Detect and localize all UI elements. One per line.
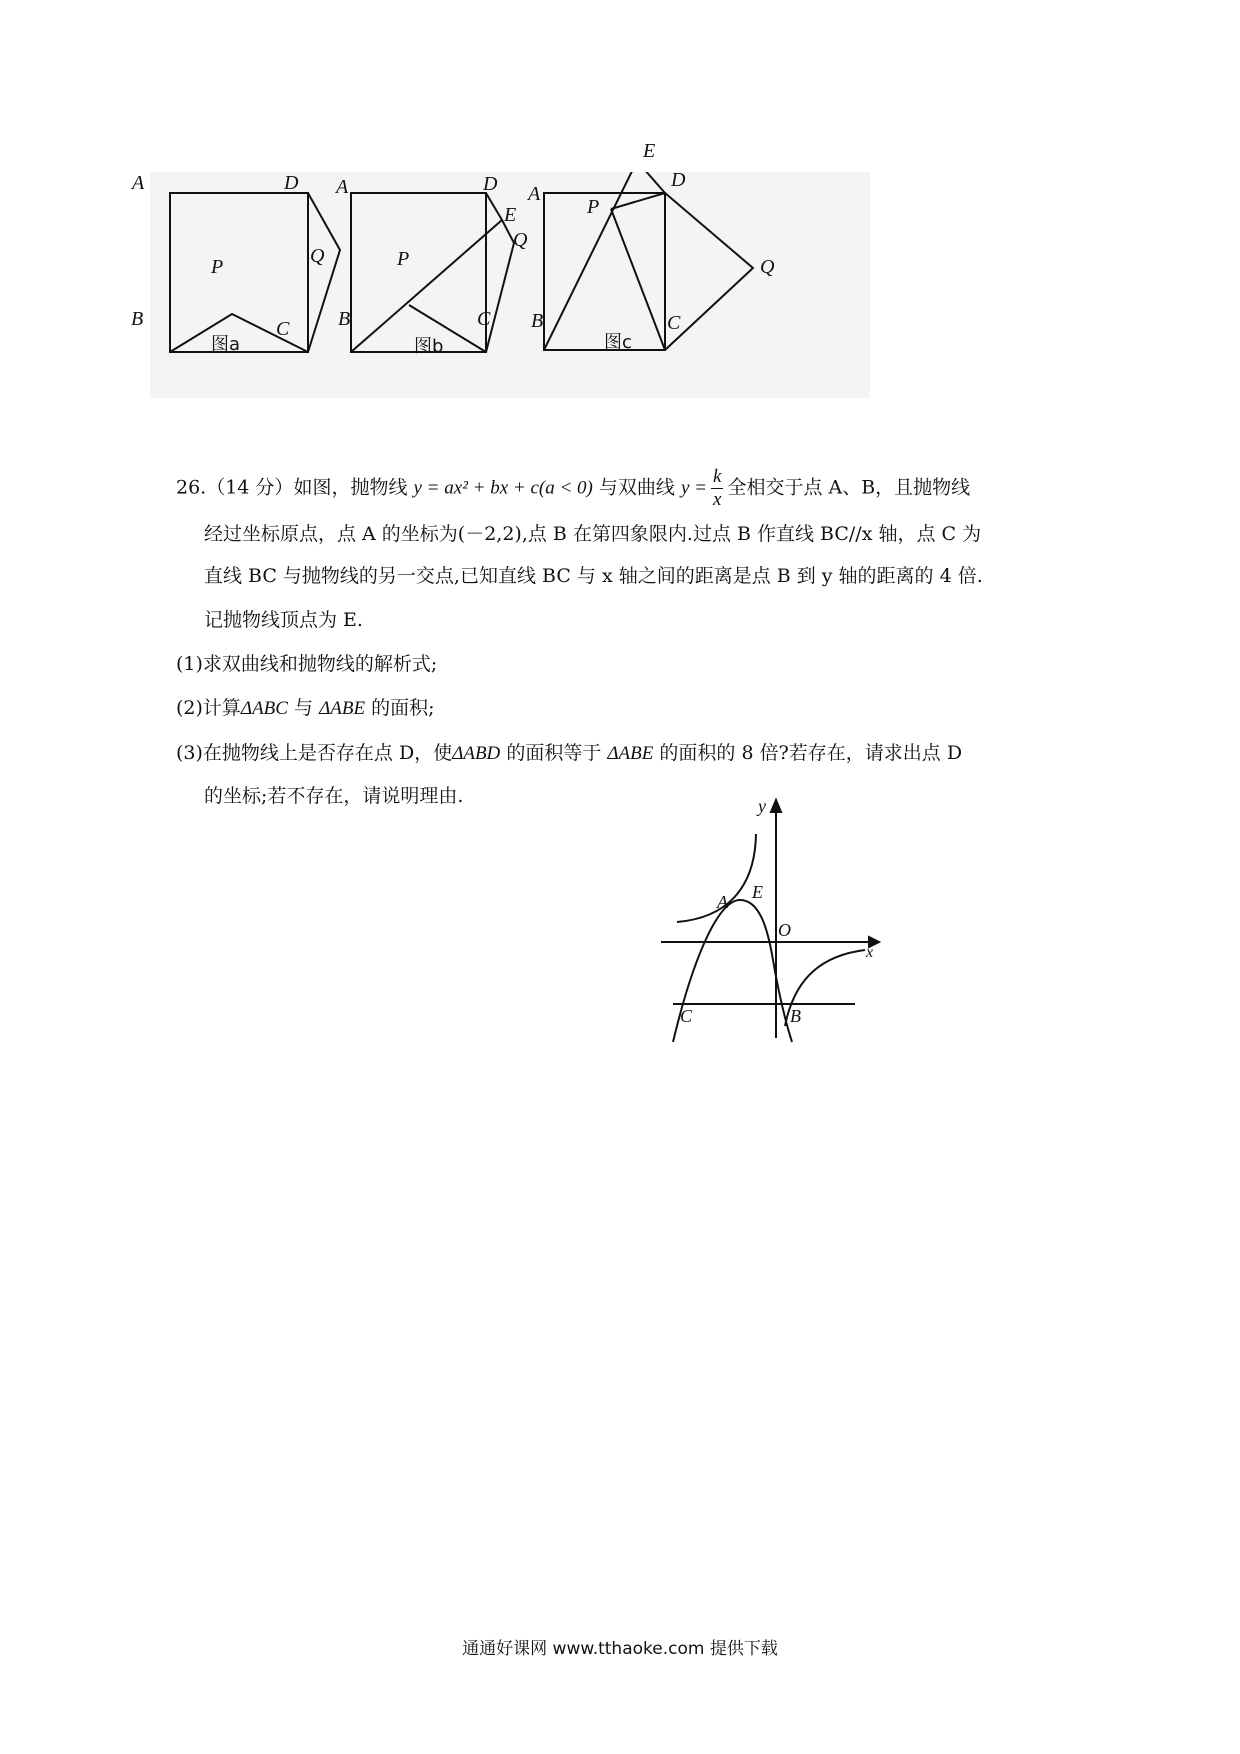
graph-label-y: y (758, 796, 766, 816)
problem-line-4: 记抛物线顶点为 E. (204, 609, 363, 631)
fig-c-label-P: P (587, 196, 600, 218)
problem-score: （14 分） (206, 476, 294, 499)
fig-c-square (544, 193, 665, 350)
triangle-abe: ΔABE (319, 698, 366, 719)
hyperbola-denominator: x (713, 489, 722, 510)
page-footer: 通通好课网 www.tthaoke.com 提供下载 (462, 1639, 778, 1659)
fig-b-label-P: P (397, 248, 410, 270)
fig-a-label-D: D (284, 172, 299, 194)
fig-a-label-A: A (132, 172, 145, 194)
question-3-line-2: 的坐标;若不存在，请说明理由. (204, 785, 464, 807)
problem-number: 26. (176, 476, 207, 499)
fig-b-label-E: E (504, 204, 517, 226)
fig-b-label-Q: Q (513, 229, 528, 251)
fig-a-caption: 图a (211, 334, 241, 355)
question-3-prefix: (3)在抛物线上是否存在点 D，使 (176, 742, 453, 764)
hyperbola-numerator: k (713, 466, 722, 487)
problem-line-1 (176, 466, 970, 511)
fig-b-square (351, 193, 486, 352)
problem-intro-2: 与双曲线 (598, 476, 675, 499)
fig-b-caption: 图b (414, 336, 444, 357)
parabola-equation: y = ax² + bx + c(a < 0) (413, 477, 593, 499)
graph-label-B: B (790, 1006, 801, 1026)
question-1: (1)求双曲线和抛物线的解析式; (176, 653, 438, 675)
fig-c-label-E: E (643, 140, 656, 162)
fig-a-label-P: P (211, 256, 224, 278)
fig-b-label-A: A (336, 176, 349, 198)
graph-label-C: C (680, 1006, 693, 1026)
question-3-suffix: 的面积的 8 倍?若存在，请求出点 D (659, 742, 963, 764)
triangle-abc: ΔABC (240, 698, 288, 719)
fig-c-label-Q: Q (760, 256, 775, 278)
fig-a-label-C: C (276, 318, 290, 340)
fig-a-triangle-dqc (308, 193, 340, 352)
fig-c-label-D: D (671, 169, 686, 191)
hyperbola-lhs: y = (680, 477, 707, 499)
fig-a-label-B: B (131, 308, 144, 330)
fig-c-label-C: C (667, 312, 681, 334)
problem-line-2: 经过坐标原点，点 A 的坐标为(－2,2),点 B 在第四象限内.过点 B 作直线 BC//x 轴，点 C 为 (204, 523, 982, 545)
graph-label-A: A (717, 892, 728, 912)
graph-label-E: E (752, 882, 763, 902)
fig-a-label-Q: Q (310, 245, 325, 267)
y-axis-arrow (771, 800, 781, 812)
problem-intro-1: 如图，抛物线 (293, 476, 408, 499)
hyperbola-fraction (711, 466, 723, 511)
question-2-suffix: 的面积; (371, 697, 435, 719)
question-2 (176, 694, 435, 723)
fig-c-caption: 图c (604, 332, 632, 353)
question-3 (176, 739, 962, 768)
triangle-abe-2: ΔABE (607, 743, 654, 764)
fig-c-label-A: A (528, 183, 541, 205)
fig-c-label-B: B (531, 310, 544, 332)
question-2-middle: 与 (294, 697, 314, 719)
triangle-abd: ΔABD (452, 743, 501, 764)
question-3-middle: 的面积等于 (506, 742, 602, 764)
graph-label-O: O (778, 920, 791, 940)
graph-label-x: x (866, 944, 874, 961)
question-2-prefix: (2)计算 (176, 697, 241, 719)
fig-b-label-B: B (338, 308, 351, 330)
problem-intro-3: 全相交于点 A、B，且抛物线 (727, 476, 971, 499)
problem-line-3: 直线 BC 与抛物线的另一交点,已知直线 BC 与 x 轴之间的距离是点 B 到 y 轴的距离的 4 倍. (204, 565, 983, 587)
fig-b-label-C: C (477, 308, 491, 330)
fig-b-label-D: D (483, 173, 498, 195)
